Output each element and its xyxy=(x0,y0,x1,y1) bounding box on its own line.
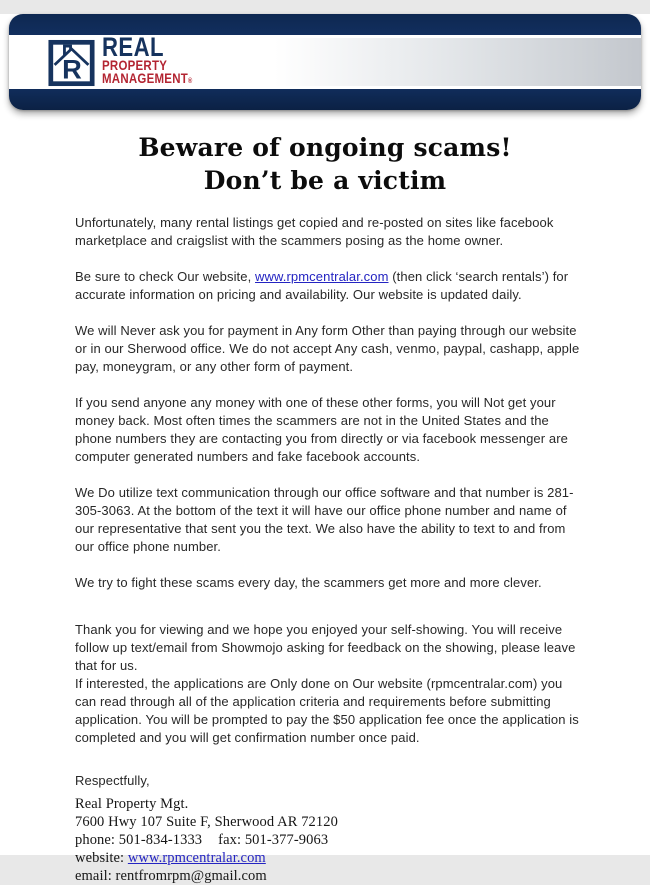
website-line xyxy=(75,849,582,867)
signature-closing: Respectfully, xyxy=(75,773,150,788)
paragraph-listings-copied: Unfortunately, many rental listings get copied and re-posted on sites like facebook marketplace and craigslist with the scammers posing as the home owner. xyxy=(75,215,554,248)
paragraph-check-website: Be sure to check Our website, www.rpmcentralar.com (then click ‘search rentals’) for accurate information on pricing and availability. Our website is updated daily. xyxy=(75,269,569,302)
company-name: Real Property Mgt. xyxy=(75,796,189,812)
paragraph-text-communication: We Do utilize text communication through our office software and that number is 281-305-3063. At the bottom of the text it will have our office phone number and name of our representative that sent you the text. We also have the ability to text to and from our office phone number. xyxy=(75,485,574,554)
rpm-logo xyxy=(9,32,641,86)
house-r-icon xyxy=(48,38,95,88)
paragraph-thank-you-applications xyxy=(75,621,582,747)
scam-warning-letter xyxy=(0,14,650,884)
letter-body xyxy=(75,214,582,885)
signature-details xyxy=(75,795,582,885)
company-address: 7600 Hwy 107 Suite F, Sherwood AR 72120 xyxy=(75,814,338,830)
page-title xyxy=(0,131,650,197)
phone-number: phone: 501-834-1333 xyxy=(75,832,203,848)
title-line-1: Beware of ongoing scams! xyxy=(138,133,512,162)
brand-banner xyxy=(9,14,641,110)
paragraph-payment-policy: We will Never ask you for payment in Any form Other than paying through our website or in our Sherwood office. We do not accept Any cash, venmo, paypal, cashapp, apple pay, moneygram, or any other form of payment. xyxy=(75,323,580,374)
logo-wordmark xyxy=(102,32,193,88)
application-info-text: If interested, the applications are Only done on Our website (rpmcentralar.com) you can read through all of the application criteria and requirements before submitting application. You will be prompted to pay the $50 application fee once the application is completed and you will get confirmation number once paid. xyxy=(75,676,579,745)
email-line: email: rentfromrpm@gmail.com xyxy=(75,868,267,884)
registered-mark-icon: ® xyxy=(188,78,193,85)
logo-line-management: MANAGEMENT® xyxy=(102,70,193,86)
paragraph-money-warning: If you send anyone any money with one of these other forms, you will Not get your money back. Most often times the scammers are not in the United States and the phone numbers they are contacting you from directly or via facebook messenger are computer generated numbers and fake facebook accounts. xyxy=(75,395,568,464)
title-line-2: Don’t be a victim xyxy=(203,166,447,195)
signature-block xyxy=(75,772,582,885)
banner-middle-band xyxy=(9,32,641,89)
logo-line-property: PROPERTY xyxy=(102,57,168,73)
signature-website-link[interactable]: www.rpmcentralar.com xyxy=(127,850,266,866)
fax-number: fax: 501-377-9063 xyxy=(218,832,329,848)
website-link[interactable]: www.rpmcentralar.com xyxy=(255,269,389,284)
thank-you-text: Thank you for viewing and we hope you enjoyed your self-showing. You will receive follow up text/email from Showmojo asking for feedback on the showing, please leave that for us. xyxy=(75,622,576,673)
phone-fax-line xyxy=(75,831,582,849)
logo-line-real: REAL xyxy=(102,32,164,62)
paragraph-fight-scams: We try to fight these scams every day, the scammers get more and more clever. xyxy=(75,575,542,590)
website-label: website: xyxy=(75,850,125,866)
logo-letter: R xyxy=(62,53,82,85)
